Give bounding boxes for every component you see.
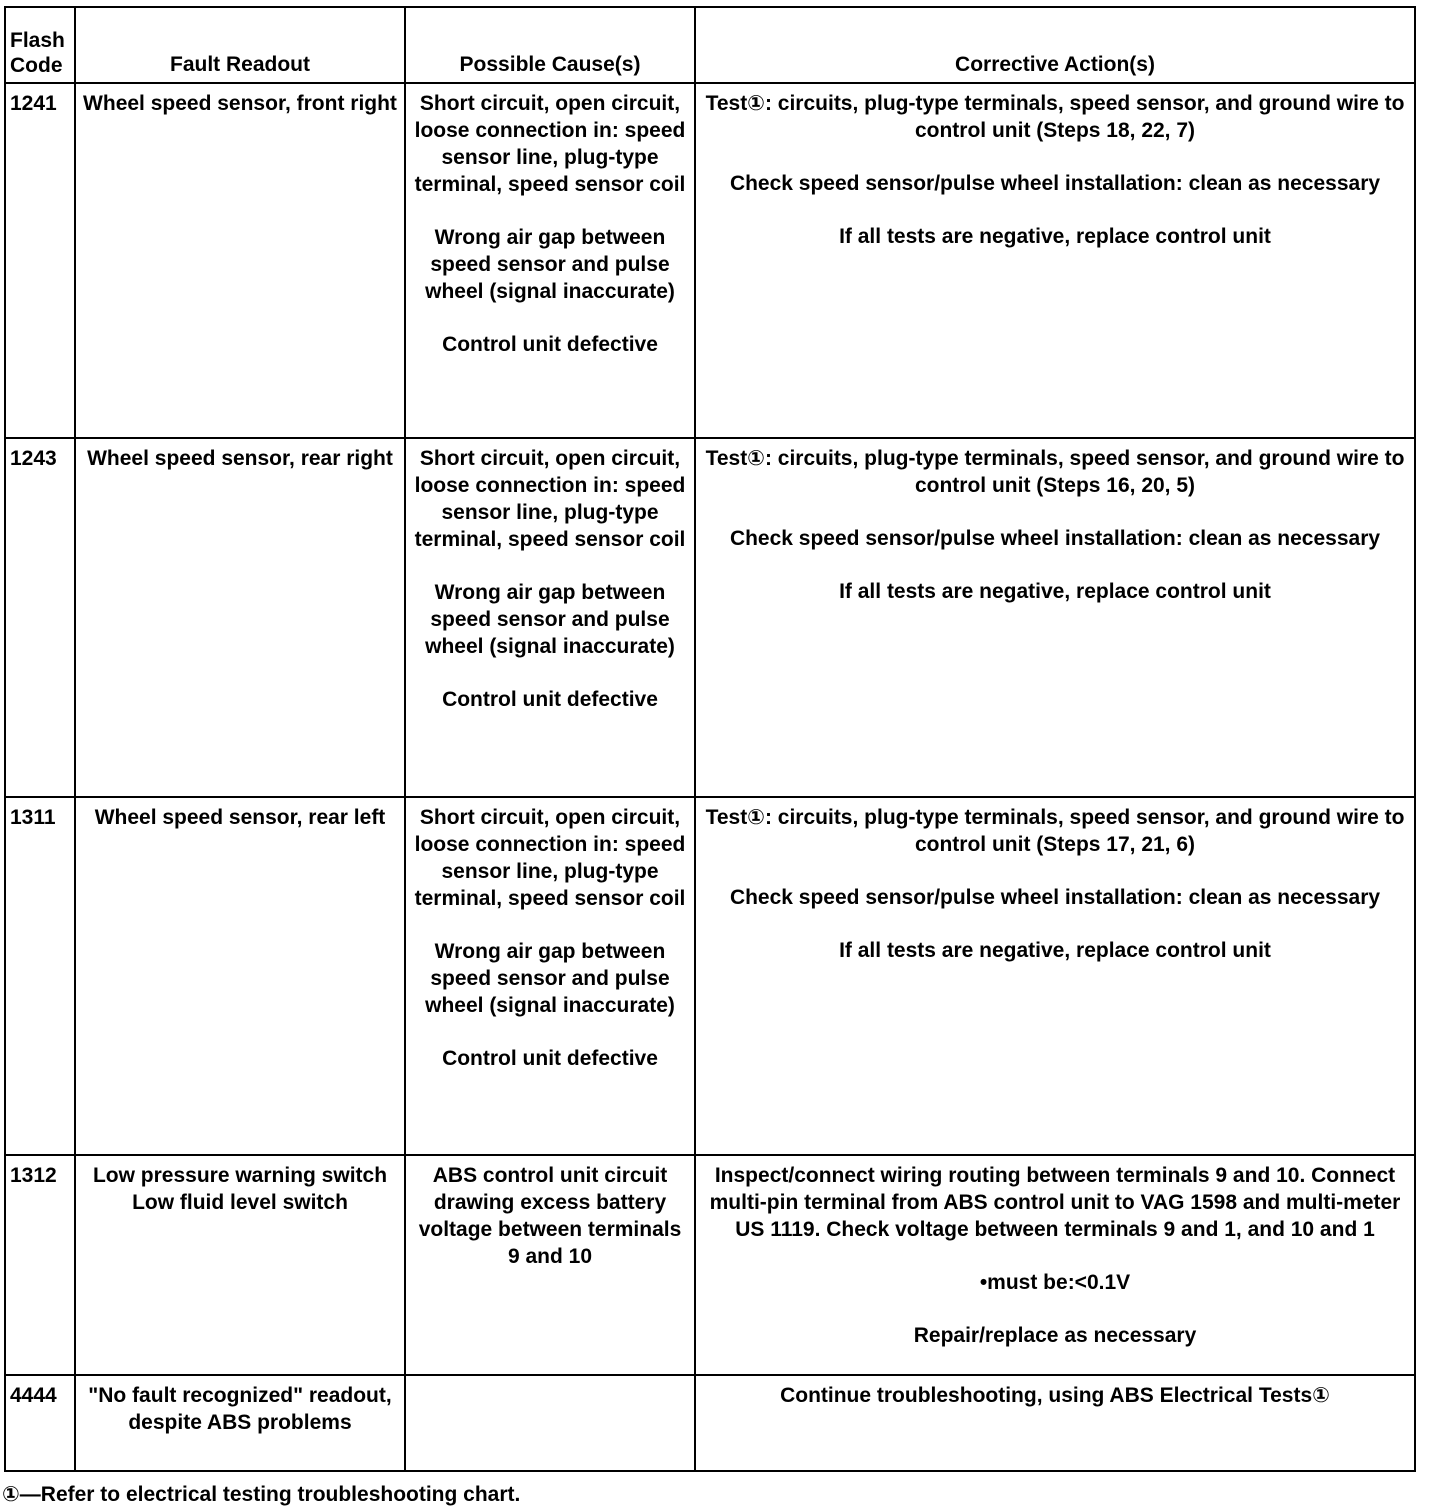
fault-table xyxy=(4,6,1416,1472)
flash-code-cell: 4444 xyxy=(5,1375,75,1471)
possible-causes-cell xyxy=(405,83,695,438)
corrective-actions-cell xyxy=(695,438,1415,796)
corrective-actions-cell xyxy=(695,83,1415,438)
fault-readout-cell: Wheel speed sensor, rear right xyxy=(75,438,405,796)
action-text: If all tests are negative, replace control unit xyxy=(839,225,1271,248)
flash-code-cell: 1312 xyxy=(5,1155,75,1375)
action-text: •must be:<0.1V xyxy=(979,1270,1131,1294)
action-text: Test①: circuits, plug-type terminals, speed sensor, and ground wire to control unit (Steps 17, 21, 6) xyxy=(705,805,1405,856)
fault-readout-cell: Low pressure warning switch Low fluid level switch xyxy=(75,1155,405,1375)
header-flash-code: Flash Code xyxy=(5,7,75,83)
action-text: Continue troubleshooting, using ABS Electrical Tests① xyxy=(780,1383,1330,1407)
flash-code-cell: 1241 xyxy=(5,83,75,438)
table-row xyxy=(5,1155,1415,1375)
action-text: Repair/replace as necessary xyxy=(913,1323,1197,1347)
header-fault-readout: Fault Readout xyxy=(75,7,405,83)
cause-text: Control unit defective xyxy=(442,688,658,712)
cause-text: Short circuit, open circuit, loose connection in: speed sensor line, plug-type terminal, speed sensor coil xyxy=(414,92,686,196)
action-text: Check speed sensor/pulse wheel installation: clean as necessary xyxy=(729,172,1381,195)
action-text: Inspect/connect wiring routing between terminals 9 and 10. Connect multi-pin terminal from ABS control unit to VAG 1598 and multi-meter US 1119. Check voltage between terminals 9 and 1, and 10 and 1 xyxy=(709,1163,1401,1241)
possible-causes-cell xyxy=(405,1375,695,1471)
fault-readout-cell: Wheel speed sensor, front right xyxy=(75,83,405,438)
action-text: Test①: circuits, plug-type terminals, speed sensor, and ground wire to control unit (Steps 18, 22, 7) xyxy=(705,92,1405,142)
action-text: Check speed sensor/pulse wheel installation: clean as necessary xyxy=(729,885,1381,909)
cause-text: Wrong air gap between speed sensor and pulse wheel (signal inaccurate) xyxy=(425,226,675,303)
fault-readout-cell: "No fault recognized" readout, despite ABS problems xyxy=(75,1375,405,1471)
cause-text: Wrong air gap between speed sensor and pulse wheel (signal inaccurate) xyxy=(425,581,675,659)
flash-code-cell: 1311 xyxy=(5,797,75,1155)
cause-text: Control unit defective xyxy=(442,333,658,356)
possible-causes-cell xyxy=(405,1155,695,1375)
table-row xyxy=(5,438,1415,796)
action-text: Check speed sensor/pulse wheel installation: clean as necessary xyxy=(729,527,1381,551)
fault-readout-cell: Wheel speed sensor, rear left xyxy=(75,797,405,1155)
possible-causes-cell xyxy=(405,797,695,1155)
corrective-actions-cell xyxy=(695,1375,1415,1471)
header-corrective-actions: Corrective Action(s) xyxy=(695,7,1415,83)
cause-text: Short circuit, open circuit, loose connection in: speed sensor line, plug-type terminal, speed sensor coil xyxy=(414,805,686,910)
table-row xyxy=(5,83,1415,438)
header-row xyxy=(5,7,1415,83)
action-text: Test①: circuits, plug-type terminals, speed sensor, and ground wire to control unit (Steps 16, 20, 5) xyxy=(705,447,1405,498)
footnote: ①—Refer to electrical testing troubleshooting chart. xyxy=(2,1483,521,1506)
corrective-actions-cell xyxy=(695,1155,1415,1375)
table-row xyxy=(5,797,1415,1155)
header-possible-causes: Possible Cause(s) xyxy=(405,7,695,83)
corrective-actions-cell xyxy=(695,797,1415,1155)
cause-text: ABS control unit circuit drawing excess battery voltage between terminals 9 and 10 xyxy=(418,1163,682,1268)
cause-text: Control unit defective xyxy=(442,1046,658,1070)
action-text: If all tests are negative, replace control unit xyxy=(839,580,1271,604)
cause-text: Wrong air gap between speed sensor and pulse wheel (signal inaccurate) xyxy=(425,939,675,1017)
cause-text: Short circuit, open circuit, loose connection in: speed sensor line, plug-type terminal, speed sensor coil xyxy=(414,447,686,552)
action-text: If all tests are negative, replace control unit xyxy=(839,938,1271,962)
table-row xyxy=(5,1375,1415,1471)
possible-causes-cell xyxy=(405,438,695,796)
flash-code-cell: 1243 xyxy=(5,438,75,796)
